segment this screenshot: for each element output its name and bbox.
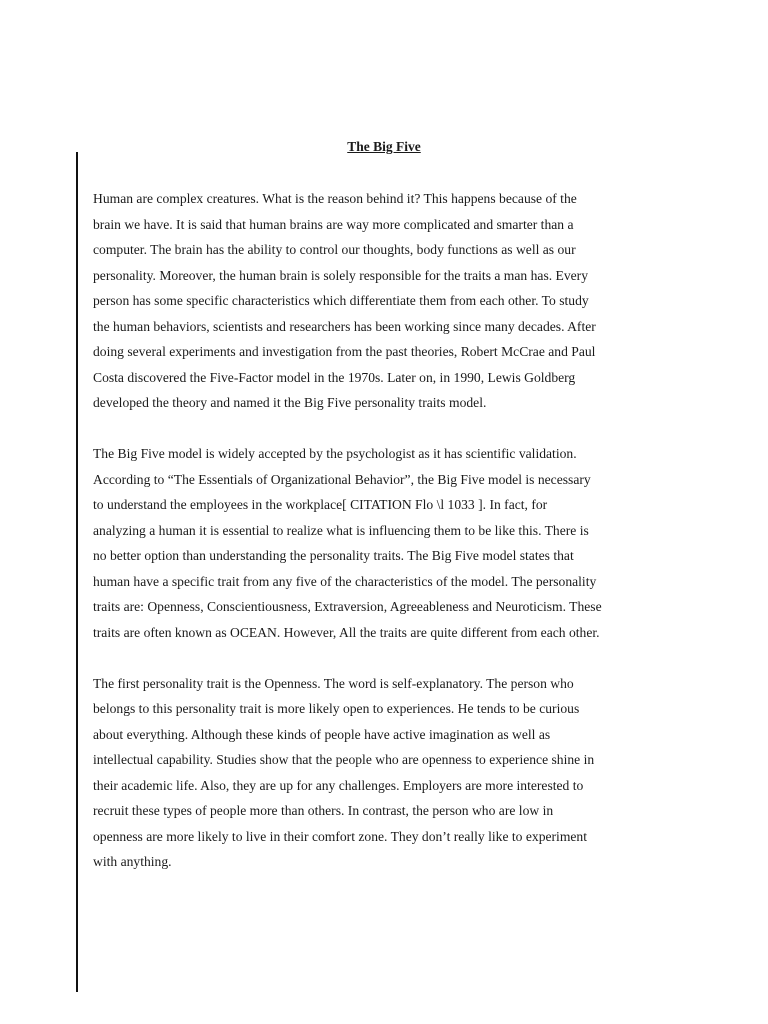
text-line: brain we have. It is said that human brains are way more complicated and smarter than a xyxy=(93,216,574,232)
document-title: The Big Five xyxy=(347,139,421,154)
text-line: to understand the employees in the workplace[ CITATION Flo \l 1033 ]. In fact, for xyxy=(93,497,548,512)
text-line: Costa discovered the Five-Factor model in the 1970s. Later on, in 1990, Lewis Goldberg xyxy=(93,369,576,385)
text-line: Human are complex creatures. What is the reason behind it? This happens because of the xyxy=(93,191,577,206)
text-line: openness are more likely to live in their comfort zone. They don’t really like to experiment xyxy=(93,828,588,844)
text-line: computer. The brain has the ability to control our thoughts, body functions as well as our xyxy=(93,242,576,257)
text-line: belongs to this personality trait is more likely open to experiences. He tends to be curious xyxy=(93,701,580,716)
left-margin-rule xyxy=(76,152,78,992)
text-line: with anything. xyxy=(93,854,172,869)
text-line: analyzing a human it is essential to realize what is influencing them to be like this. There is xyxy=(93,522,589,538)
text-line: no better option than understanding the personality traits. The Big Five model states that xyxy=(93,548,574,563)
text-line: human have a specific trait from any five of the characteristics of the model. The personality xyxy=(93,573,597,589)
text-line: person has some specific characteristics which differentiate them from each other. To study xyxy=(93,293,589,308)
text-line: The first personality trait is the Openness. The word is self-explanatory. The person who xyxy=(93,675,574,691)
text-line: their academic life. Also, they are up for any challenges. Employers are more interested to xyxy=(93,777,584,793)
text-line: about everything. Although these kinds of people have active imagination as well as xyxy=(93,726,551,742)
paragraph-2 xyxy=(93,441,683,645)
text-line: recruit these types of people more than others. In contrast, the person who are low in xyxy=(93,803,554,818)
text-line: developed the theory and named it the Big Five personality traits model. xyxy=(93,395,487,410)
paragraph-1 xyxy=(93,186,683,416)
text-line: traits are: Openness, Conscientiousness, Extraversion, Agreeableness and Neuroticism. These xyxy=(93,599,602,614)
paragraph-3 xyxy=(93,671,683,875)
text-line: The Big Five model is widely accepted by the psychologist as it has scientific validation. xyxy=(93,446,577,461)
text-line: the human behaviors, scientists and researchers has been working since many decades. After xyxy=(93,318,596,334)
document-body xyxy=(93,186,683,900)
text-line: personality. Moreover, the human brain is solely responsible for the traits a man has. Every xyxy=(93,267,588,283)
text-line: According to “The Essentials of Organizational Behavior”, the Big Five model is necessary xyxy=(93,471,591,487)
text-line: intellectual capability. Studies show that the people who are openness to experience shine in xyxy=(93,752,595,767)
text-line: traits are often known as OCEAN. However, All the traits are quite different from each other. xyxy=(93,624,600,640)
text-line: doing several experiments and investigation from the past theories, Robert McCrae and Paul xyxy=(93,344,596,359)
